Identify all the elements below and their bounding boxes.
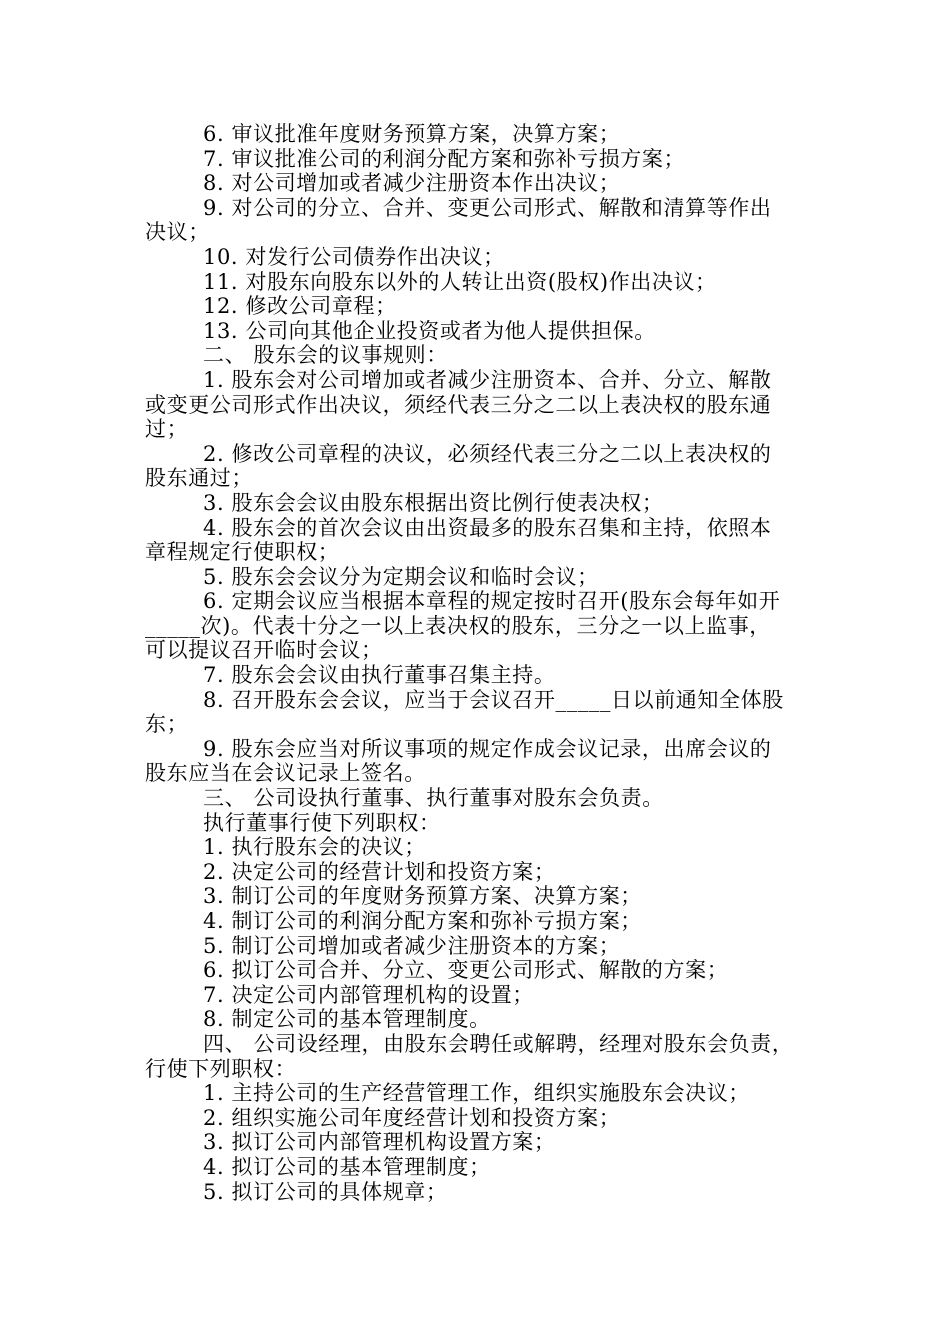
text-line: 1. 主持公司的生产经营管理工作，组织实施股东会决议； <box>203 1081 750 1106</box>
text-line: 股东应当在会议记录上签名。 <box>145 761 426 786</box>
text-line: 9. 股东会应当对所议事项的规定作成会议记录，出席会议的 <box>203 736 772 761</box>
text-line: 4. 股东会的首次会议由出资最多的股东召集和主持，依照本 <box>203 515 772 540</box>
text-line: 1. 执行股东会的决议； <box>203 835 426 860</box>
text-line: 3. 股东会会议由股东根据出资比例行使表决权； <box>203 490 664 515</box>
document-body <box>145 122 815 1204</box>
text-line: 章程规定行使职权； <box>145 540 340 565</box>
text-line: 执行董事行使下列职权： <box>203 810 441 835</box>
text-line: 1. 股东会对公司增加或者减少注册资本、合并、分立、解散 <box>203 367 772 392</box>
text-line: 5. 拟订公司的具体规章； <box>203 1179 448 1204</box>
text-line: 6. 拟订公司合并、分立、变更公司形式、解散的方案； <box>203 958 729 983</box>
text-line: 2. 组织实施公司年度经营计划和投资方案； <box>203 1105 621 1130</box>
section-heading: 四、 公司设经理，由股东会聘任或解聘，经理对股东会负责， <box>203 1031 794 1056</box>
text-line: 3. 拟订公司内部管理机构设置方案； <box>203 1130 556 1155</box>
text-line: _____次)。代表十分之一以上表决权的股东，三分之一以上监事， <box>145 613 771 638</box>
text-line: 13. 公司向其他企业投资或者为他人提供担保。 <box>203 318 656 343</box>
text-line: 11. 对股东向股东以外的人转让出资(股权)作出决议； <box>203 269 717 294</box>
text-line: 3. 制订公司的年度财务预算方案、决算方案； <box>203 884 642 909</box>
text-line: 决议； <box>145 220 210 245</box>
text-line: 5. 股东会会议分为定期会议和临时会议； <box>203 564 599 589</box>
text-line: 2. 修改公司章程的决议，必须经代表三分之二以上表决权的 <box>203 441 772 466</box>
text-line: 8. 对公司增加或者减少注册资本作出决议； <box>203 171 621 196</box>
text-line: 7. 股东会会议由执行董事召集主持。 <box>203 663 556 688</box>
text-line: 东； <box>145 712 189 737</box>
text-line: 2. 决定公司的经营计划和投资方案； <box>203 859 556 884</box>
text-line: 6. 审议批准年度财务预算方案，决算方案； <box>203 122 621 146</box>
text-line: 4. 拟订公司的基本管理制度； <box>203 1154 491 1179</box>
text-line: 6. 定期会议应当根据本章程的规定按时召开(股东会每年如开 <box>203 589 781 614</box>
text-line: 8. 召开股东会会议，应当于会议召开_____日以前通知全体股 <box>203 687 784 712</box>
text-line: 10. 对发行公司债券作出决议； <box>203 244 505 269</box>
text-line: 4. 制订公司的利润分配方案和弥补亏损方案； <box>203 909 642 933</box>
text-line: 9. 对公司的分立、合并、变更公司形式、解散和清算等作出 <box>203 195 772 220</box>
text-line: 7. 决定公司内部管理机构的设置； <box>203 982 534 1007</box>
text-line: 5. 制订公司增加或者减少注册资本的方案； <box>203 933 621 958</box>
text-line: 8. 制定公司的基本管理制度。 <box>203 1007 491 1032</box>
text-line: 行使下列职权： <box>145 1056 297 1081</box>
text-line: 12. 修改公司章程； <box>203 294 397 319</box>
text-line: 过； <box>145 417 189 442</box>
text-line: 股东通过； <box>145 466 253 491</box>
section-heading: 三、 公司设执行董事、执行董事对股东会负责。 <box>203 786 664 811</box>
text-line: 或变更公司形式作出决议，须经代表三分之二以上表决权的股东通 <box>145 392 772 417</box>
text-line: 7. 审议批准公司的利润分配方案和弥补亏损方案； <box>203 146 686 171</box>
section-heading: 二、 股东会的议事规则： <box>203 343 448 368</box>
text-line: 可以提议召开临时会议； <box>145 638 383 663</box>
